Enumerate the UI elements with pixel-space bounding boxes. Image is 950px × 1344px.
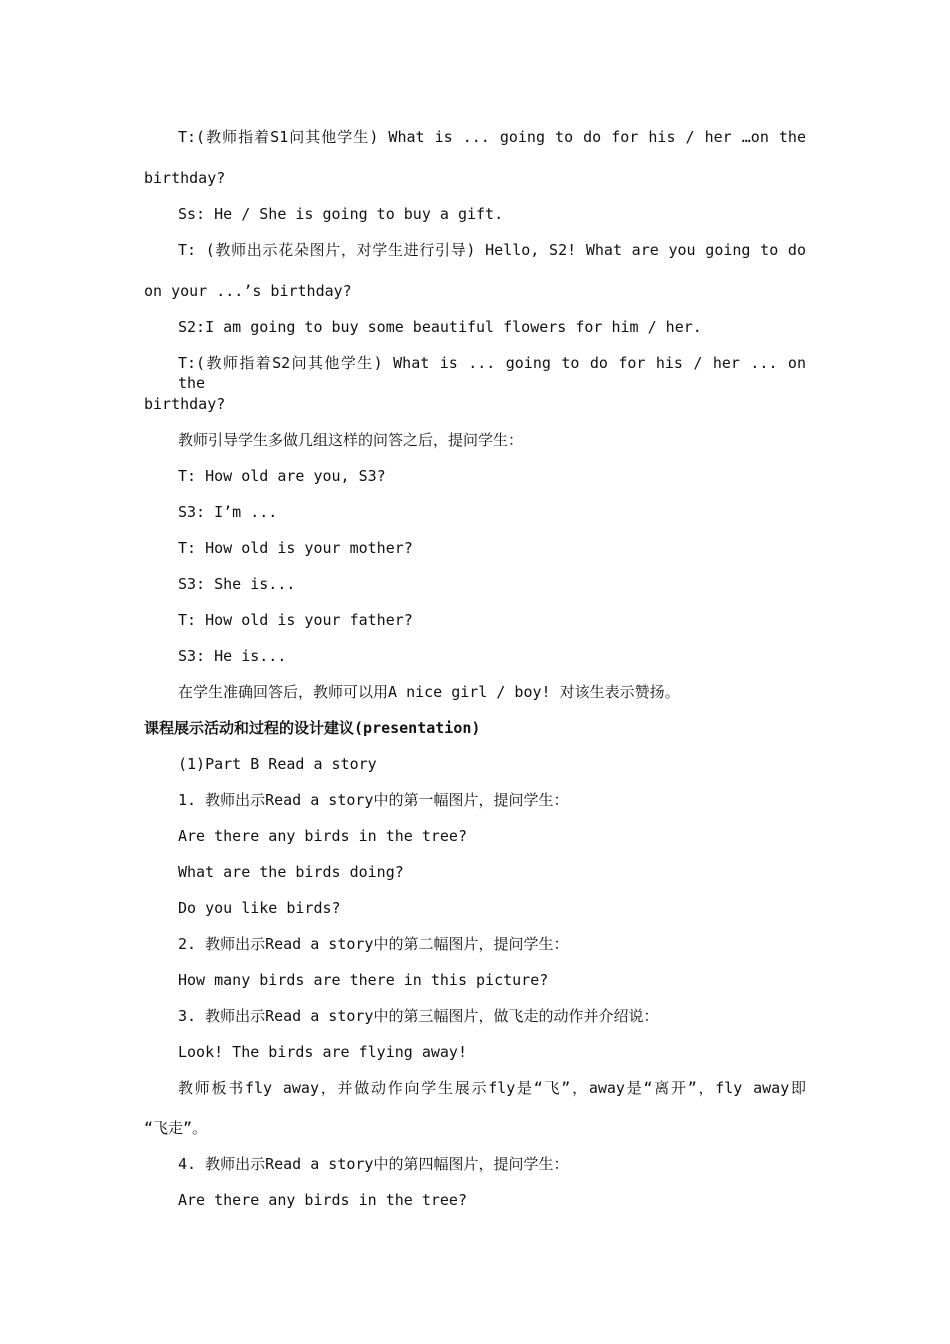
step-line: 3. 教师出示Read a story中的第三幅图片，做飞走的动作并介绍说：	[178, 1007, 659, 1025]
section-heading: 课程展示活动和过程的设计建议(presentation)	[144, 719, 481, 737]
question-line: Do you like birds?	[178, 899, 341, 917]
dialog-line: S2:I am going to buy some beautiful flowers for him / her.	[178, 318, 702, 336]
dialog-line: T: How old is your mother?	[178, 539, 413, 557]
dialog-line: Ss: He / She is going to buy a gift.	[178, 205, 504, 223]
instruction-line: 在学生准确回答后，教师可以用A nice girl / boy! 对该生表示赞扬。	[178, 683, 680, 701]
instruction-line-continuation: “飞走”。	[144, 1119, 208, 1137]
dialog-line: T:(教师指着S2问其他学生) What is ... going to do for his / her ... on the	[178, 354, 806, 392]
step-line: 4. 教师出示Read a story中的第四幅图片，提问学生：	[178, 1155, 569, 1173]
step-line: 2. 教师出示Read a story中的第二幅图片，提问学生：	[178, 935, 569, 953]
dialog-line: T: (教师出示花朵图片，对学生进行引导) Hello, S2! What are you going to do	[178, 241, 806, 259]
dialog-line-continuation: birthday?	[144, 395, 226, 413]
question-line: What are the birds doing?	[178, 863, 404, 881]
question-line: How many birds are there in this picture?	[178, 971, 549, 989]
question-line: Are there any birds in the tree?	[178, 827, 467, 845]
dialog-line: T: How old are you, S3?	[178, 467, 386, 485]
dialog-line: S3: He is...	[178, 647, 287, 665]
dialog-line-continuation: on your ...’s birthday?	[144, 282, 352, 300]
subsection-title: (1)Part B Read a story	[178, 755, 377, 773]
dialog-line: S3: I’m ...	[178, 503, 278, 521]
dialog-line: Look! The birds are flying away!	[178, 1043, 467, 1061]
instruction-line: 教师引导学生多做几组这样的问答之后，提问学生：	[178, 431, 524, 449]
dialog-line: S3: She is...	[178, 575, 296, 593]
dialog-line: T: How old is your father?	[178, 611, 413, 629]
instruction-line: 教师板书fly away，并做动作向学生展示fly是“飞”，away是“离开”，fly away即	[178, 1079, 806, 1097]
dialog-line: T:(教师指着S1问其他学生) What is ... going to do for his / her …on the	[178, 128, 806, 146]
dialog-line-continuation: birthday?	[144, 169, 226, 187]
step-line: 1. 教师出示Read a story中的第一幅图片，提问学生：	[178, 791, 569, 809]
question-line: Are there any birds in the tree?	[178, 1191, 467, 1209]
